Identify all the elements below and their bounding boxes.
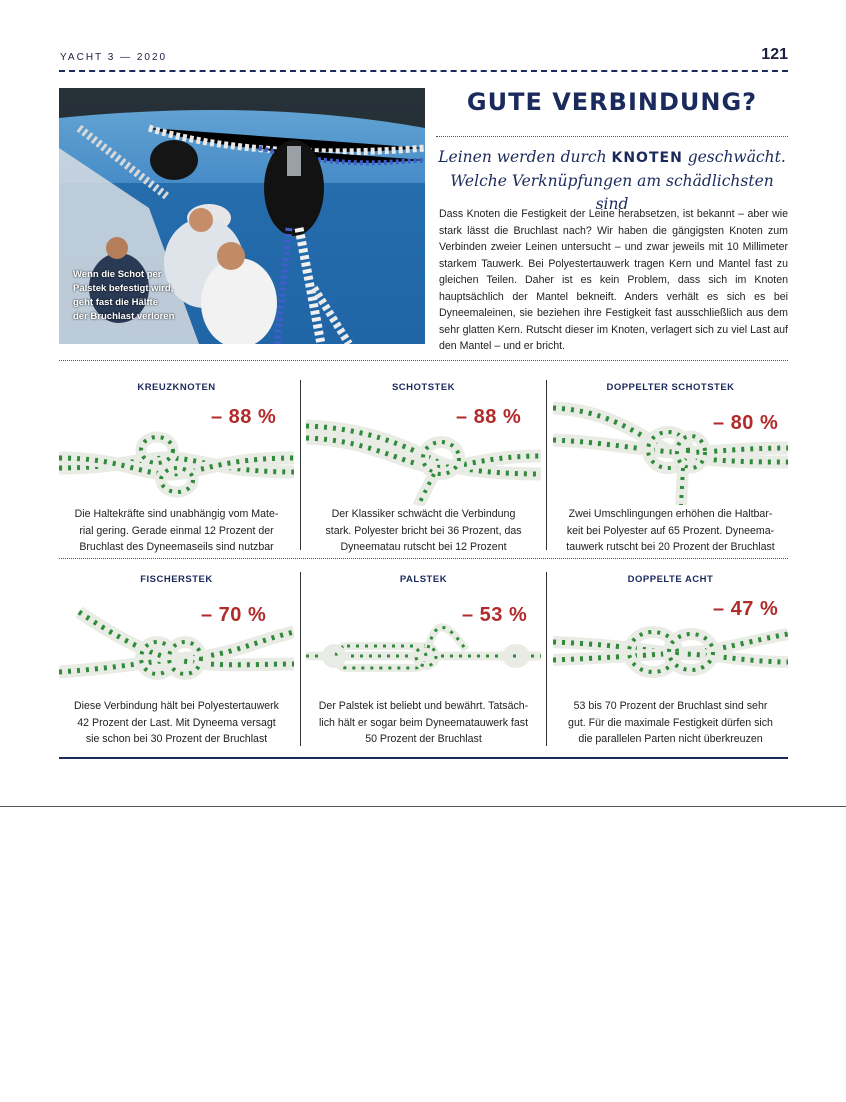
knot-description (59, 698, 294, 748)
knot-description (306, 698, 541, 748)
section-rule-top (59, 360, 788, 361)
article-intro: Dass Knoten die Festigkeit der Leine herabsetzen, ist bekannt – aber wie stark lässt die Bruchlast nach? Wir haben die gängigsten Knoten zum Verbinden zweier Leinen untersucht – und zwar jeweils mit 10 Millimeter starkem Tauwerk. Bei Polyestertauwerk tragen Kern und Mantel fast zu gleichen Teilen. Daher ist es kein Problem, dass sich im Knoten hauptsächlich der Mantel bekneift. Anders verhält es sich es bei Dyneemaleinen, sie beziehen ihre Festigkeit fast ausschließlich aus dem sehr glatten Kern. Rutscht dieser im Knoten, verlagert sich zu viel Last auf den Mantel – und er bricht. (439, 208, 788, 352)
knot-description-line: Der Klassiker schwächt die Verbindung (331, 508, 516, 520)
subhead-line-1 (436, 146, 788, 170)
knot-title: DOPPELTE ACHT (627, 574, 714, 585)
knot-description-line: stark. Polyester bricht bei 36 Prozent, das (325, 524, 522, 537)
knot-description-line: gut. Für die maximale Festigkeit dürfen sich (568, 716, 773, 729)
knot-doppelte-acht-illustration (553, 612, 788, 692)
photo-caption-line: geht fast die Hälfte (73, 297, 158, 308)
knot-fischerstek-illustration (59, 602, 294, 692)
subhead-text: Leinen werden durch (438, 148, 612, 166)
knot-percent: – 80 % (713, 412, 779, 434)
knot-description-line: tauwerk rutscht bei 20 Prozent der Bruchlast (566, 541, 775, 553)
knot-description (553, 506, 788, 556)
page-edge (0, 806, 846, 807)
column-separator (300, 572, 301, 746)
knot-description-line: Zwei Umschlingungen erhöhen die Haltbar- (568, 508, 773, 520)
subhead-line-2: Welche Verknüpfungen am schädlichsten sind (450, 172, 774, 213)
column-separator (546, 380, 547, 550)
knot-percent: – 53 % (462, 604, 528, 626)
knot-description (59, 506, 294, 556)
photo-caption-line: der Bruchlast verloren (73, 311, 175, 322)
knot-description-line: Dyneematau rutscht bei 12 Prozent (340, 541, 507, 553)
knot-card-schotstek (306, 380, 541, 555)
section-rule-middle (59, 558, 788, 559)
header-rule (59, 70, 788, 73)
knot-description (306, 506, 541, 556)
magazine-issue: YACHT 3 — 2020 (60, 52, 168, 63)
page-number: 121 (761, 46, 788, 63)
column-separator (300, 380, 301, 550)
knot-description-line: 42 Prozent der Last. Mit Dyneema versagt (77, 716, 276, 729)
bottom-rule (59, 757, 788, 759)
knot-description-line: Diese Verbindung hält bei Polyestertauwerk (74, 700, 279, 712)
knot-description-line: Die Haltekräfte sind unabhängig vom Mate- (74, 508, 279, 520)
knot-percent: – 47 % (713, 598, 779, 620)
knot-title: DOPPELTER SCHOTSTEK (606, 382, 735, 393)
knot-description-line: sie schon bei 30 Prozent der Bruchlast (85, 733, 268, 745)
knot-title: SCHOTSTEK (391, 382, 456, 393)
headline-rule (436, 136, 788, 137)
knot-card-palstek (306, 572, 541, 750)
knot-description-line: 53 bis 70 Prozent der Bruchlast sind sehr (573, 700, 768, 712)
knot-card-fischerstek (59, 572, 294, 750)
knot-schotstek-illustration (306, 416, 541, 506)
photo-caption (73, 268, 174, 324)
knot-title: KREUZKNOTEN (137, 382, 216, 393)
photo-caption-line: Palstek befestigt wird, (73, 283, 174, 294)
knot-description-line: die parallelen Parten nicht überkreuzen (578, 733, 763, 745)
knot-percent: – 70 % (201, 604, 267, 626)
subhead-text: geschwächt. (682, 148, 786, 166)
knot-description-line: Der Palstek ist beliebt und bewährt. Tatsäch- (318, 700, 529, 712)
column-separator (546, 572, 547, 746)
knot-card-doppelte-acht (553, 572, 788, 750)
knot-palstek-illustration (306, 598, 541, 688)
article-headline: GUTE VERBINDUNG? (466, 88, 758, 116)
subhead-keyword: KNOTEN (611, 150, 683, 166)
knot-card-doppelter-schotstek (553, 380, 788, 555)
knot-percent: – 88 % (456, 406, 522, 428)
knot-description (553, 698, 788, 748)
sailing-photo (59, 88, 425, 344)
knot-kreuzknoten-illustration (59, 428, 294, 498)
knot-description-line: 50 Prozent der Bruchlast (365, 733, 482, 745)
photo-caption-line: Wenn die Schot per (73, 269, 162, 280)
knot-description-line: rial gering. Gerade einmal 12 Prozent der (79, 524, 274, 537)
knot-card-kreuzknoten (59, 380, 294, 555)
knot-description-line: keit bei Polyester auf 65 Prozent. Dyneema- (566, 524, 775, 537)
knot-description-line: Bruchlast des Dyneemaseils sind nutzbar (79, 541, 274, 553)
knot-description-line: lich hält er sogar beim Dyneematauwerk fast (318, 716, 529, 729)
knot-title: PALSTEK (399, 574, 448, 585)
knot-title: FISCHERSTEK (140, 574, 213, 585)
knot-doppelter-schotstek-illustration (553, 400, 788, 505)
knot-percent: – 88 % (211, 406, 277, 428)
